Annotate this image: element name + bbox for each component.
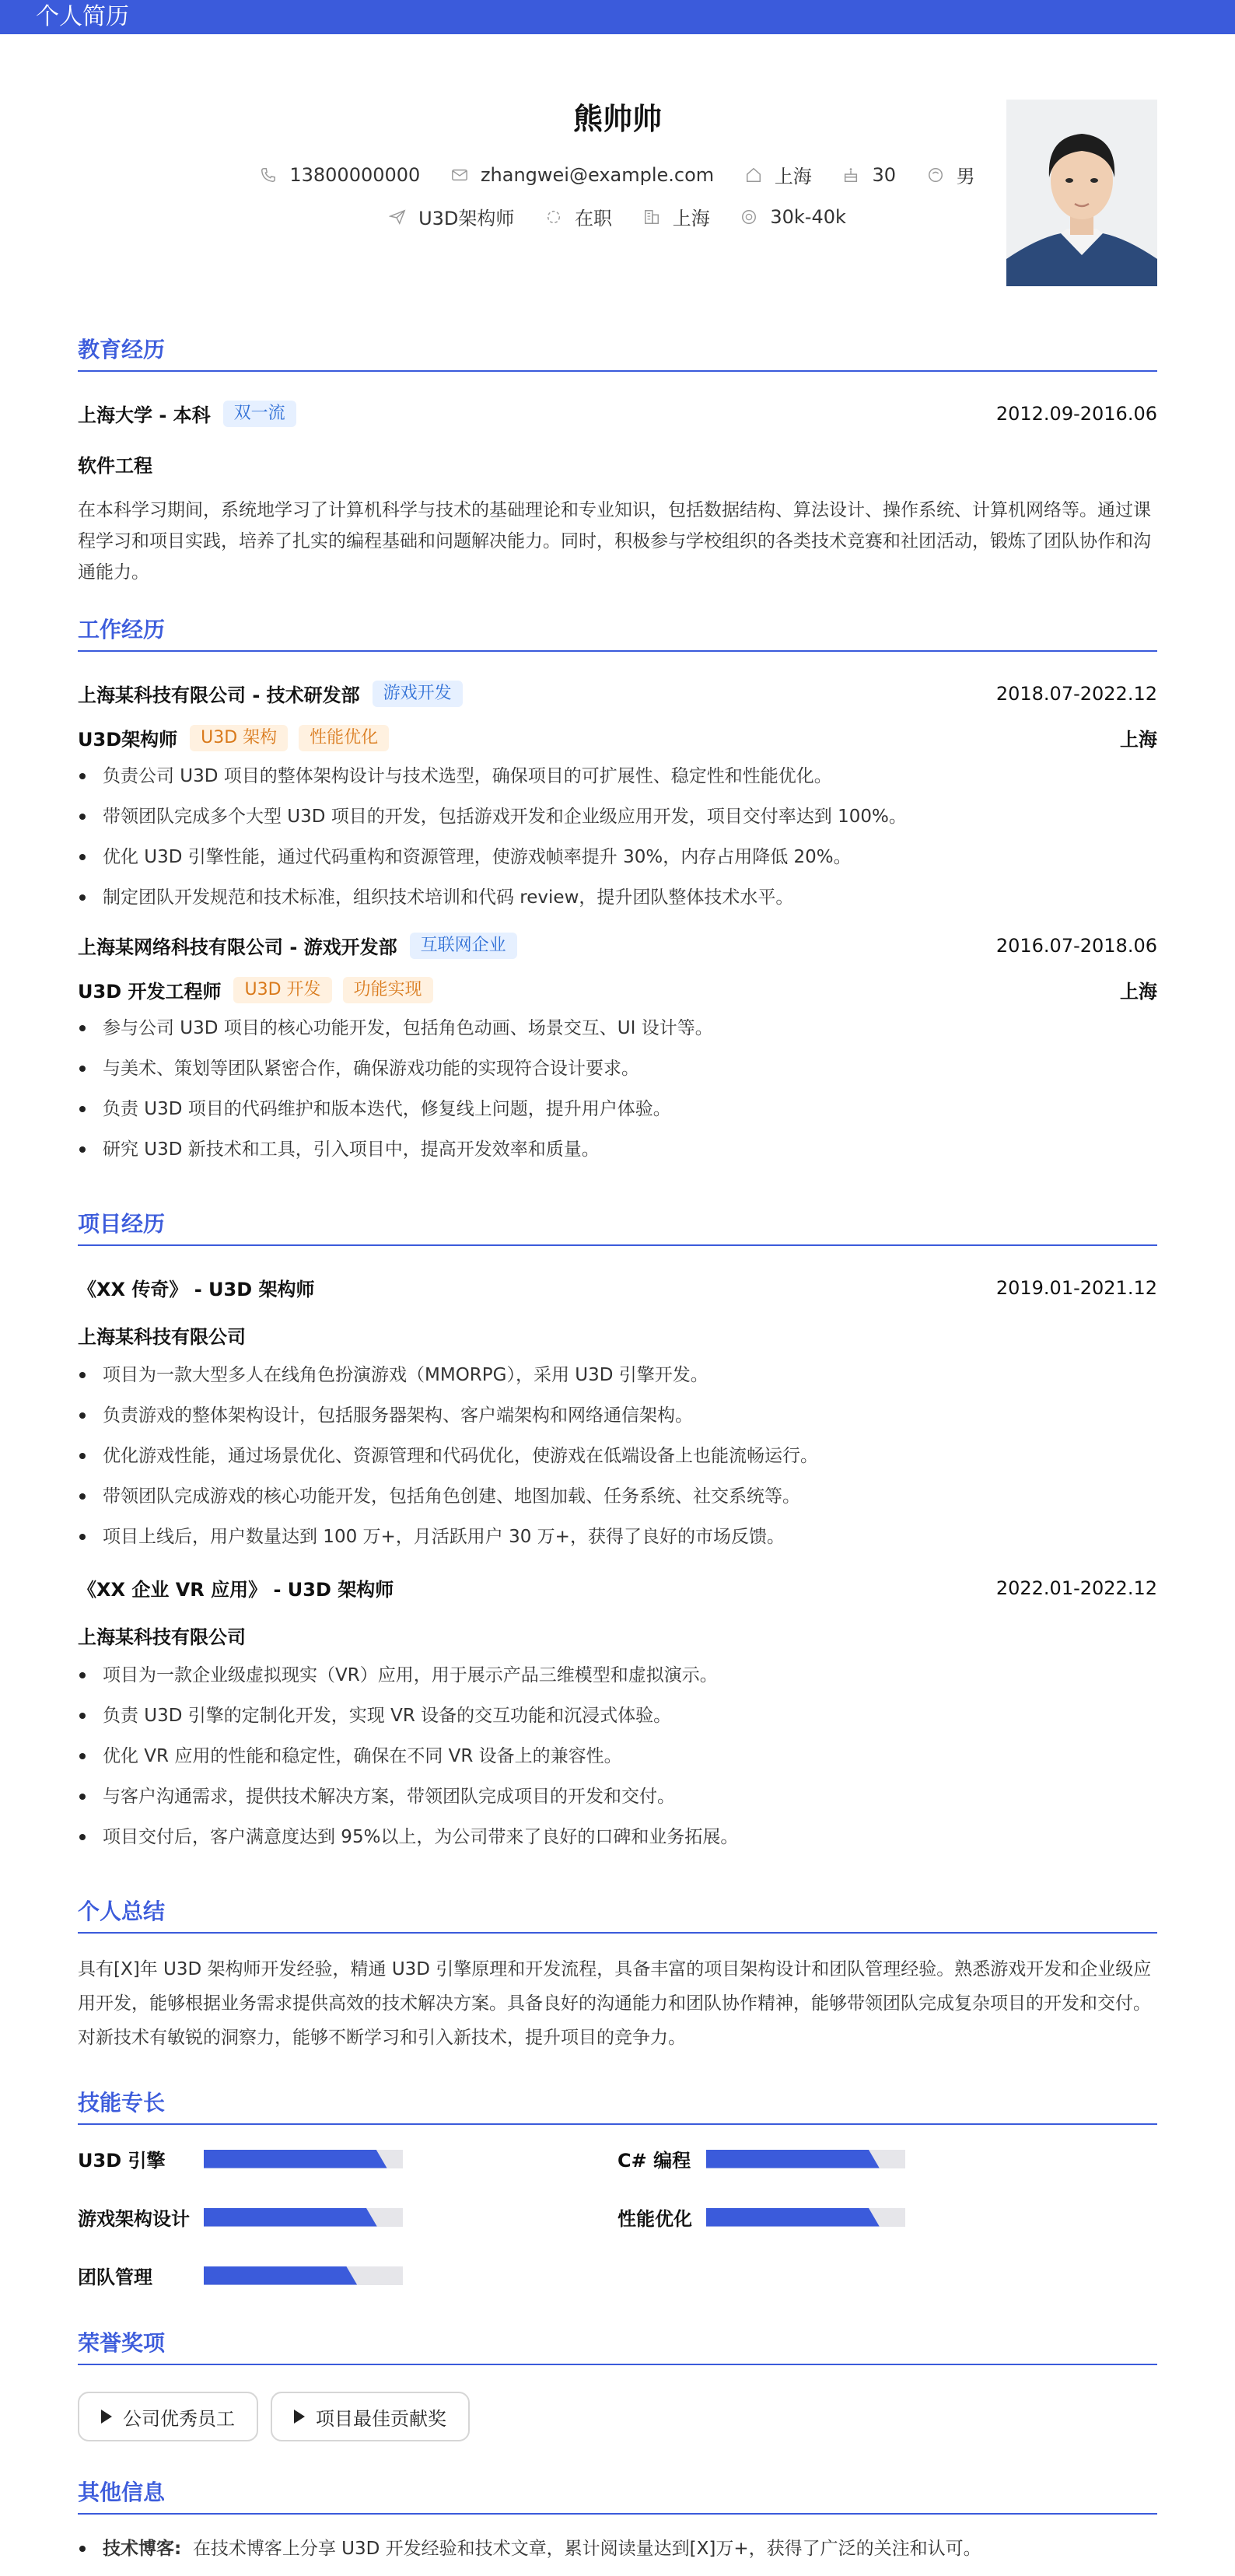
skills-grid bbox=[78, 2145, 1157, 2289]
resume-page bbox=[0, 34, 1235, 2569]
skill-name: 游戏架构设计 bbox=[78, 2208, 190, 2230]
status-text: 在职 bbox=[575, 208, 613, 229]
projects-title: 项目经历 bbox=[78, 1207, 1157, 1246]
profile-header bbox=[78, 34, 1157, 268]
job-date: 2018.07-2022.12 bbox=[995, 682, 1157, 705]
avatar-photo bbox=[1006, 100, 1157, 286]
city-text: 上海 bbox=[672, 208, 710, 229]
city-info bbox=[643, 203, 710, 230]
project-bullets bbox=[78, 1355, 1157, 1557]
awards-section bbox=[78, 2326, 1157, 2441]
project-name: 《XX 企业 VR 应用》 - U3D 架构师 bbox=[78, 1579, 394, 1601]
list-item: 项目为一款企业级虚拟现实（VR）应用，用于展示产品三维模型和虚拟演示。 bbox=[78, 1655, 1157, 1696]
skill-bar-fill bbox=[706, 2208, 880, 2227]
skill-item bbox=[618, 2203, 1157, 2231]
job-company: 上海某网络科技有限公司 - 游戏开发部 bbox=[78, 936, 397, 958]
mail-icon bbox=[451, 166, 468, 184]
job-role: U3D 开发工程师 bbox=[78, 981, 222, 1003]
job-city: 上海 bbox=[1120, 729, 1157, 751]
job-city: 上海 bbox=[1120, 981, 1157, 1003]
skill-bar-fill bbox=[204, 2150, 387, 2168]
status-info bbox=[545, 203, 612, 230]
project-date: 2019.01-2021.12 bbox=[995, 1276, 1157, 1299]
other-text: 在技术博客上分享 U3D 开发经验和技术文章，累计阅读量达到[X]万+，获得了广泛的关注和认可。 bbox=[192, 2539, 981, 2559]
phone-text: 13800000000 bbox=[289, 163, 421, 186]
project-company: 上海某科技有限公司 bbox=[78, 1326, 246, 1348]
skill-bar bbox=[706, 2208, 905, 2227]
award-label: 公司优秀员工 bbox=[123, 2407, 235, 2430]
email-info bbox=[451, 164, 714, 186]
status-icon bbox=[545, 208, 562, 226]
list-item: 优化 VR 应用的性能和稳定性，确保在不同 VR 设备上的兼容性。 bbox=[78, 1736, 1157, 1776]
job-company: 上海某科技有限公司 - 技术研发部 bbox=[78, 684, 360, 706]
list-item: 项目为一款大型多人在线角色扮演游戏（MMORPG），采用 U3D 引擎开发。 bbox=[78, 1355, 1157, 1395]
other-list bbox=[78, 2529, 1157, 2569]
award-label: 项目最佳贡献奖 bbox=[316, 2407, 446, 2430]
summary-section bbox=[78, 1895, 1157, 2055]
skill-tag: 性能优化 bbox=[299, 725, 389, 751]
list-item: 项目交付后，客户满意度达到 95%以上，为公司带来了良好的口碑和业务拓展。 bbox=[78, 1817, 1157, 1857]
awards-list bbox=[78, 2392, 1157, 2441]
skill-bar-fill bbox=[204, 2266, 357, 2285]
summary-title: 个人总结 bbox=[78, 1895, 1157, 1934]
position-info bbox=[389, 203, 514, 230]
list-item: 制定团队开发规范和技术标准，组织技术培训和代码 review，提升团队整体技术水平。 bbox=[78, 877, 1157, 918]
project-entry bbox=[78, 1574, 1157, 1857]
phone-info bbox=[260, 164, 420, 186]
job-role: U3D架构师 bbox=[78, 729, 178, 751]
list-item bbox=[78, 2529, 1157, 2569]
school-name: 上海大学 - 本科 bbox=[78, 404, 211, 426]
project-company: 上海某科技有限公司 bbox=[78, 1626, 246, 1648]
list-item: 项目上线后，用户数量达到 100 万+，月活跃用户 30 万+，获得了良好的市场反馈。 bbox=[78, 1517, 1157, 1557]
skill-bar-fill bbox=[706, 2150, 880, 2168]
gender-icon bbox=[927, 166, 944, 184]
building-icon bbox=[643, 208, 660, 226]
job-info-row bbox=[78, 203, 1157, 230]
education-entry bbox=[78, 400, 1157, 427]
list-item: 优化 U3D 引擎性能，通过代码重构和资源管理，使游戏帧率提升 30%，内存占用降低 20%。 bbox=[78, 837, 1157, 877]
skill-bar bbox=[204, 2150, 403, 2168]
age-text: 30 bbox=[872, 163, 896, 186]
salary-info bbox=[740, 206, 846, 228]
job-bullets bbox=[78, 1008, 1157, 1170]
gender-text: 男 bbox=[956, 166, 975, 187]
position-text: U3D架构师 bbox=[418, 208, 515, 229]
job-date: 2016.07-2018.06 bbox=[995, 934, 1157, 957]
education-title: 教育经历 bbox=[78, 333, 1157, 372]
salary-text: 30k-40k bbox=[770, 205, 846, 228]
skill-tag: U3D 架构 bbox=[190, 725, 288, 751]
skill-item bbox=[78, 2262, 618, 2289]
list-item: 带领团队完成游戏的核心功能开发，包括角色创建、地图加载、任务系统、社交系统等。 bbox=[78, 1476, 1157, 1517]
school-tag: 双一流 bbox=[223, 401, 296, 427]
work-section bbox=[78, 613, 1157, 1170]
project-name: 《XX 传奇》 - U3D 架构师 bbox=[78, 1279, 315, 1300]
industry-tag: 游戏开发 bbox=[373, 681, 463, 707]
skill-bar bbox=[706, 2150, 905, 2168]
skill-bar-fill bbox=[204, 2208, 377, 2227]
skill-name: 性能优化 bbox=[618, 2208, 692, 2230]
coin-icon bbox=[740, 208, 757, 226]
age-info bbox=[842, 164, 896, 186]
skill-bar bbox=[204, 2266, 403, 2285]
resume-title: 个人简历 bbox=[36, 3, 129, 30]
list-item: 参与公司 U3D 项目的核心功能开发，包括角色动画、场景交互、UI 设计等。 bbox=[78, 1008, 1157, 1048]
award-chip bbox=[271, 2392, 470, 2441]
list-item: 与客户沟通需求，提供技术解决方案，带领团队完成项目的开发和交付。 bbox=[78, 1776, 1157, 1817]
skill-item bbox=[78, 2145, 618, 2172]
work-title: 工作经历 bbox=[78, 613, 1157, 652]
job-entry bbox=[78, 932, 1157, 1170]
person-name: 熊帅帅 bbox=[572, 102, 662, 136]
skill-name: C# 编程 bbox=[618, 2150, 691, 2172]
home-icon bbox=[745, 166, 762, 184]
list-item: 负责公司 U3D 项目的整体架构设计与技术选型，确保项目的可扩展性、稳定性和性能优化。 bbox=[78, 756, 1157, 796]
job-bullets bbox=[78, 756, 1157, 918]
top-bar bbox=[0, 0, 1235, 34]
location-info bbox=[745, 161, 812, 188]
job-entry bbox=[78, 680, 1157, 918]
list-item: 优化游戏性能，通过场景优化、资源管理和代码优化，使游戏在低端设备上也能流畅运行。 bbox=[78, 1436, 1157, 1476]
list-item: 研究 U3D 新技术和工具，引入项目中，提高开发效率和质量。 bbox=[78, 1129, 1157, 1170]
project-bullets bbox=[78, 1655, 1157, 1857]
skill-name: 团队管理 bbox=[78, 2266, 152, 2288]
industry-tag: 互联网企业 bbox=[410, 933, 517, 959]
other-title: 其他信息 bbox=[78, 2476, 1157, 2515]
education-date: 2012.09-2016.06 bbox=[995, 402, 1157, 425]
send-icon bbox=[389, 208, 406, 226]
skills-section bbox=[78, 2086, 1157, 2289]
skill-tag: 功能实现 bbox=[343, 977, 433, 1003]
list-item: 负责游戏的整体架构设计，包括服务器架构、客户端架构和网络通信架构。 bbox=[78, 1395, 1157, 1436]
list-item: 与美术、策划等团队紧密合作，确保游戏功能的实现符合设计要求。 bbox=[78, 1048, 1157, 1089]
skill-item bbox=[78, 2203, 618, 2231]
other-label: 技术博客: bbox=[103, 2539, 182, 2559]
phone-icon bbox=[260, 166, 277, 184]
play-icon bbox=[101, 2410, 112, 2424]
education-desc: 在本科学习期间，系统地学习了计算机科学与技术的基础理论和专业知识，包括数据结构、算法设计、操作系统、计算机网络等。通过课程学习和项目实践，培养了扎实的编程基础和问题解决能力。同时，积极参与学校组织的各类技术竞赛和社团活动，锻炼了团队协作和沟通能力。 bbox=[78, 500, 1151, 583]
skill-item bbox=[618, 2145, 1157, 2172]
email-text: zhangwei@example.com bbox=[480, 163, 715, 186]
location-text: 上海 bbox=[774, 166, 812, 187]
projects-section bbox=[78, 1207, 1157, 1857]
award-chip bbox=[78, 2392, 258, 2441]
list-item: 负责 U3D 项目的代码维护和版本迭代，修复线上问题，提升用户体验。 bbox=[78, 1089, 1157, 1129]
list-item: 负责 U3D 引擎的定制化开发，实现 VR 设备的交互功能和沉浸式体验。 bbox=[78, 1696, 1157, 1736]
gender-info bbox=[927, 161, 975, 188]
project-date: 2022.01-2022.12 bbox=[995, 1577, 1157, 1599]
other-section bbox=[78, 2476, 1157, 2569]
contact-row bbox=[78, 161, 1157, 188]
summary-text: 具有[X]年 U3D 架构师开发经验，精通 U3D 引擎原理和开发流程，具备丰富的项目架构设计和团队管理经验。熟悉游戏开发和企业级应用开发，能够根据业务需求提供高效的技术解决方案。具备良好的沟通能力和团队协作精神，能够带领团队完成复杂项目的开发和交付。对新技术有敏锐的洞察力，能够不断学习和引入新技术，提升项目的竞争力。 bbox=[78, 1959, 1152, 2048]
skill-name: U3D 引擎 bbox=[78, 2150, 166, 2172]
major: 软件工程 bbox=[78, 455, 152, 477]
list-item: 带领团队完成多个大型 U3D 项目的开发，包括游戏开发和企业级应用开发，项目交付率达到 100%。 bbox=[78, 796, 1157, 837]
education-section bbox=[78, 333, 1157, 588]
cake-icon bbox=[842, 166, 859, 184]
skills-title: 技能专长 bbox=[78, 2086, 1157, 2125]
skill-tag: U3D 开发 bbox=[233, 977, 331, 1003]
skill-bar bbox=[204, 2208, 403, 2227]
awards-title: 荣誉奖项 bbox=[78, 2326, 1157, 2365]
project-entry bbox=[78, 1274, 1157, 1557]
play-icon bbox=[294, 2410, 305, 2424]
